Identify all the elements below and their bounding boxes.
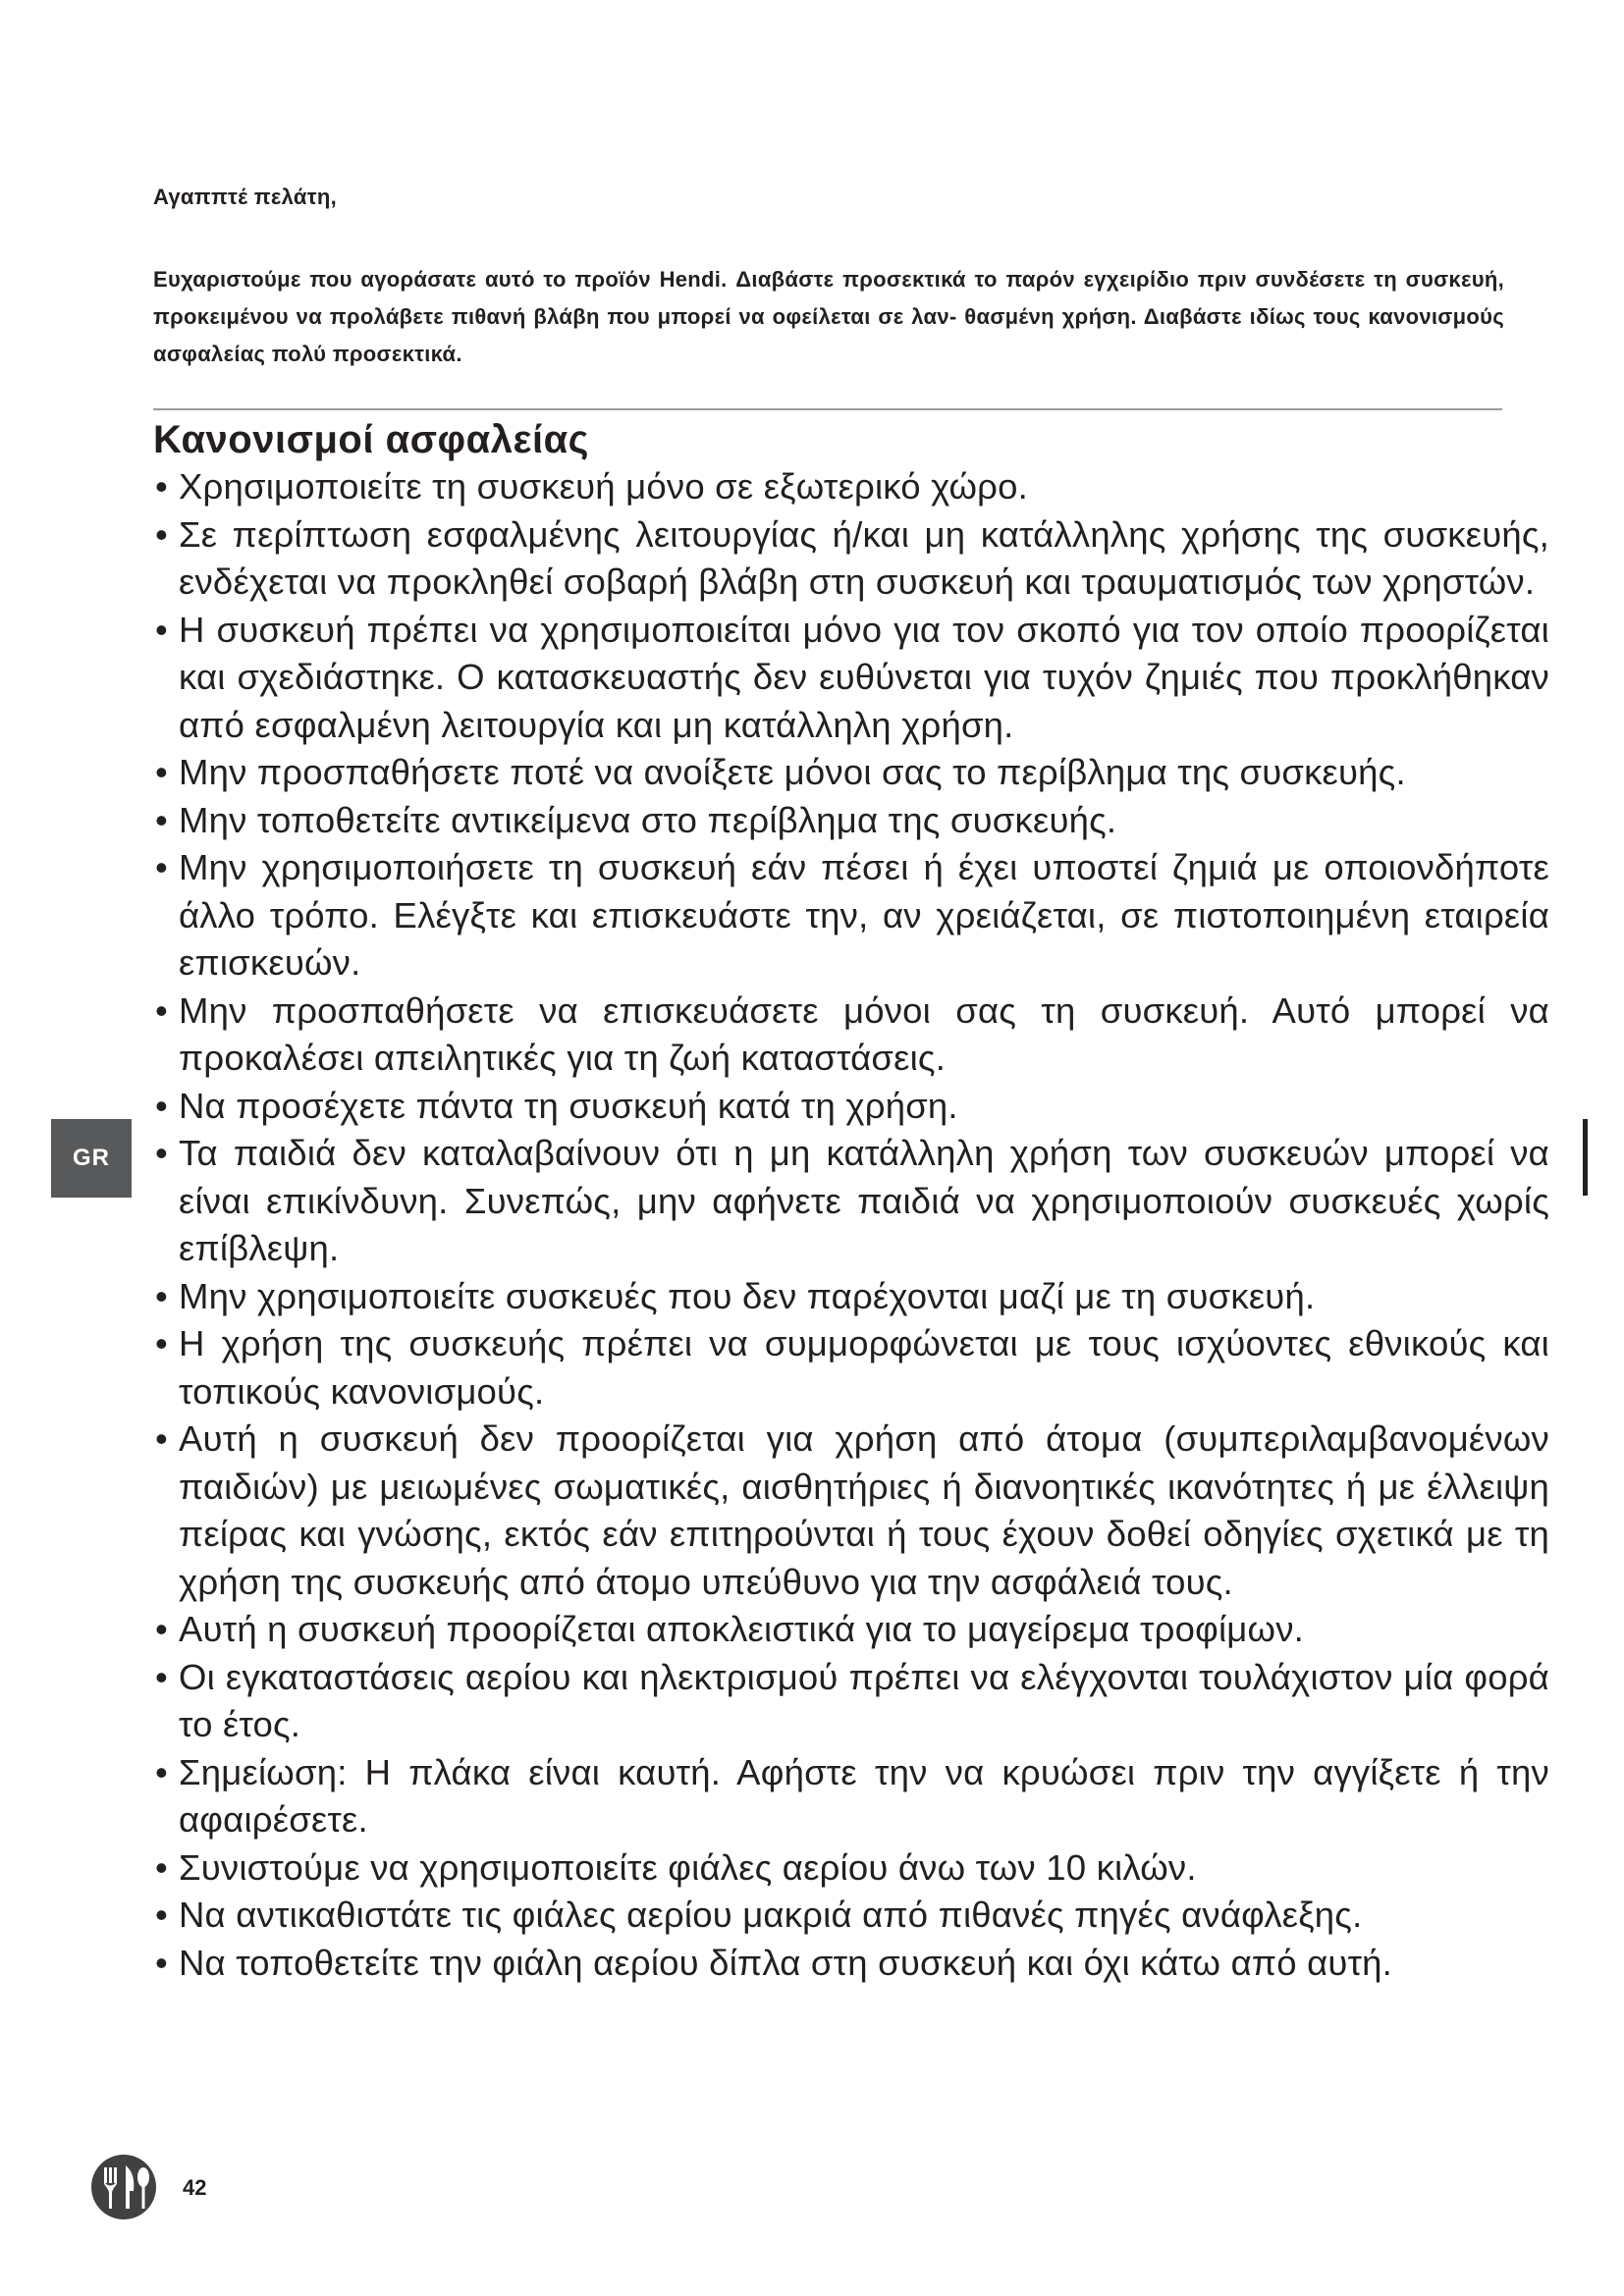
margin-marker: [1583, 1119, 1588, 1196]
safety-rule: • Να αντικαθιστάτε τις φιάλες αερίου μακριά από πιθανές πηγές ανάφλεξης.: [155, 1892, 1549, 1940]
safety-rule: • Αυτή η συσκευή δεν προορίζεται για χρήση από άτομα (συμπεριλαμβανομένων παιδιών) με μειωμένες σωματικές, αισθητήριες ή διανοητικές ικανότητες ή με έλλειψη πείρας και γνώσης, εκτός εάν επιτηρούνται ή τους έχουν δοθεί οδηγίες σχετικά με τη χρήση της συσκευής από άτομο υπεύθυνο για την ασφάλειά τους.: [155, 1415, 1549, 1606]
safety-rule: • Μην προσπαθήσετε να επισκευάσετε μόνοι σας τη συσκευή. Αυτό μπορεί να προκαλέσει απειλητικές για τη ζωή καταστάσεις.: [155, 988, 1549, 1083]
language-tab: GR: [51, 1119, 132, 1198]
safety-rule: • Συνιστούμε να χρησιμοποιείτε φιάλες αερίου άνω των 10 κιλών.: [155, 1844, 1549, 1893]
greeting: Αγαππτέ πελάτη,: [153, 185, 338, 209]
intro-paragraph: [153, 261, 1504, 373]
safety-rule: • Αυτή η συσκευή προορίζεται αποκλειστικά για το μαγείρεμα τροφίμων.: [155, 1606, 1549, 1654]
cutlery-logo-icon-graphic: [90, 2154, 157, 2220]
safety-rule: • Να προσέχετε πάντα τη συσκευή κατά τη χρήση.: [155, 1083, 1549, 1131]
safety-rule: • Οι εγκαταστάσεις αερίου και ηλεκτρισμού πρέπει να ελέγχονται τουλάχιστον μία φορά το έτος.: [155, 1654, 1549, 1749]
intro-text: Ευχαριστούμε που αγοράσατε αυτό το προϊόν Hendi. Διαβάστε προσεκτικά το παρόν εγχειρίδιο πριν συνδέσετε τη συσκευή, προκειμένου να προλάβετε πιθανή βλάβη που μπορεί να οφείλεται σε λαν- θασμένη χρήση. Διαβάστε ιδίως τους κανονισμούς ασφαλείας πολύ προσεκτικά.: [153, 267, 1504, 366]
safety-rules-list: [155, 463, 1549, 1987]
cutlery-logo-icon: [90, 2154, 157, 2220]
safety-rule: • Η συσκευή πρέπει να χρησιμοποιείται μόνο για τον σκοπό για τον οποίο προορίζεται και σχεδιάστηκε. Ο κατασκευαστής δεν ευθύνεται για τυχόν ζημιές που προκλήθηκαν από εσφαλμένη λειτουργία και μη κατάλληλη χρήση.: [155, 607, 1549, 750]
safety-rule: • Χρησιμοποιείτε τη συσκευή μόνο σε εξωτερικό χώρο.: [155, 463, 1549, 511]
safety-rule: • Μην χρησιμοποιήσετε τη συσκευή εάν πέσει ή έχει υποστεί ζημιά με οποιονδήποτε άλλο τρόπο. Ελέγξτε και επισκευάστε την, αν χρειάζεται, σε πιστοποιημένη εταιρεία επισκευών.: [155, 844, 1549, 988]
safety-rule: • Η χρήση της συσκευής πρέπει να συμμορφώνεται με τους ισχύοντες εθνικούς και τοπικούς κανονισμούς.: [155, 1320, 1549, 1415]
safety-rule: • Σε περίπτωση εσφαλμένης λειτουργίας ή/και μη κατάλληλης χρήσης της συσκευής, ενδέχεται να προκληθεί σοβαρή βλάβη στη συσκευή και τραυματισμός των χρηστών.: [155, 511, 1549, 607]
section-title: Κανονισμοί ασφαλείας: [153, 418, 589, 461]
safety-rule: • Σημείωση: Η πλάκα είναι καυτή. Αφήστε την να κρυώσει πριν την αγγίξετε ή την αφαιρέσετε.: [155, 1749, 1549, 1844]
safety-rule: • Τα παιδιά δεν καταλαβαίνουν ότι η μη κατάλληλη χρήση των συσκευών μπορεί να είναι επικίνδυνη. Συνεπώς, μην αφήνετε παιδιά να χρησιμοποιούν συσκευές χωρίς επίβλεψη.: [155, 1130, 1549, 1273]
page-number: 42: [183, 2175, 207, 2200]
safety-rule: • Μην προσπαθήσετε ποτέ να ανοίξετε μόνοι σας το περίβλημα της συσκευής.: [155, 749, 1549, 797]
section-divider: [153, 408, 1502, 410]
safety-rule: • Μην τοποθετείτε αντικείμενα στο περίβλημα της συσκευής.: [155, 797, 1549, 845]
safety-rule: • Μην χρησιμοποιείτε συσκευές που δεν παρέχονται μαζί με τη συσκευή.: [155, 1273, 1549, 1321]
safety-rule: • Να τοποθετείτε την φιάλη αερίου δίπλα στη συσκευή και όχι κάτω από αυτή.: [155, 1940, 1549, 1988]
